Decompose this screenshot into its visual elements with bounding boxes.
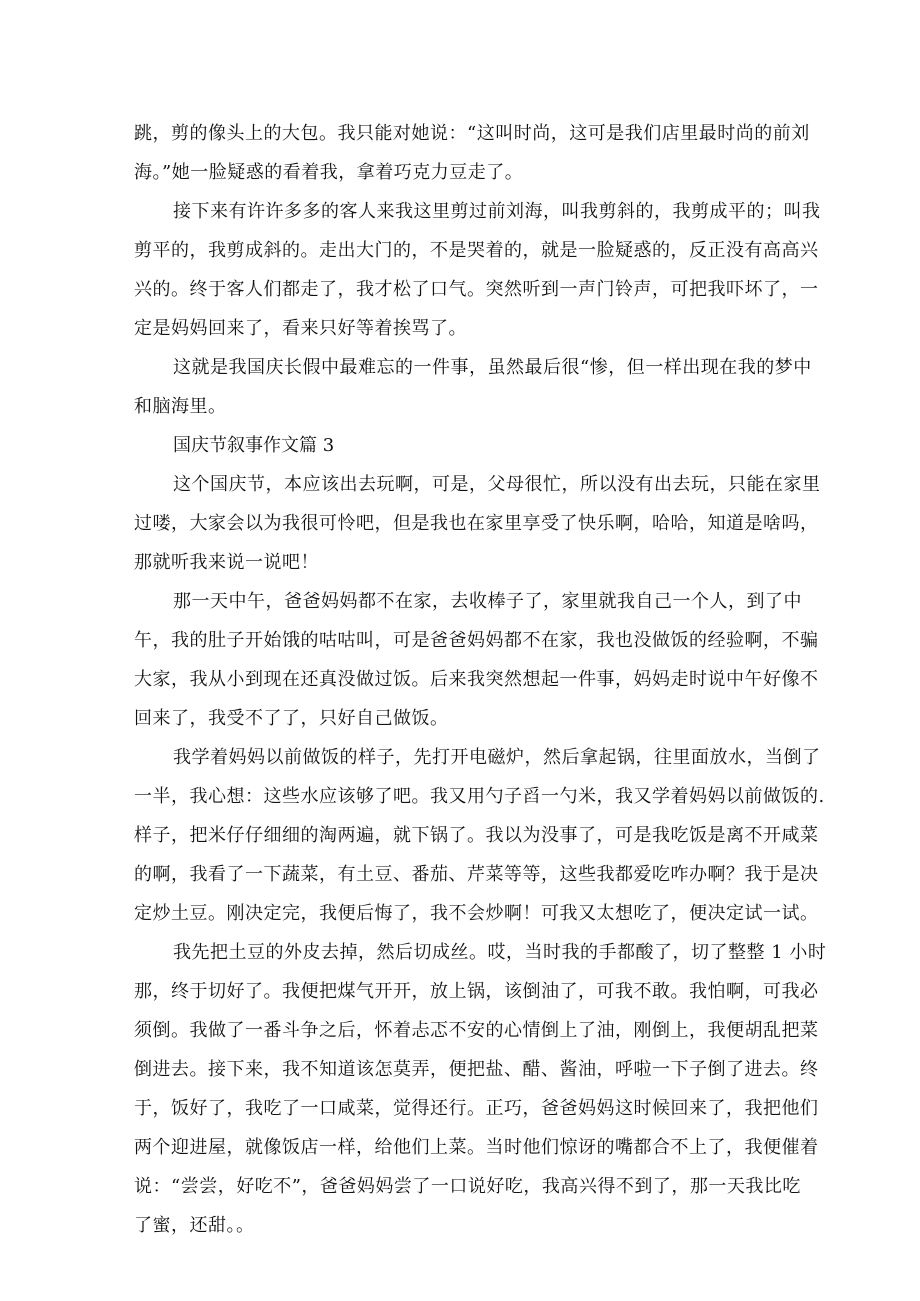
- text-line: 那，终于切好了。我便把煤气开开，放上锅，该倒油了，可我不敢。我怕啊，可我必: [134, 981, 819, 1002]
- paragraph-first-line: 接下来有许许多多的客人来我这里剪过前刘海，叫我剪斜的，我剪成平的；叫我: [173, 201, 821, 222]
- text-line: 说：“尝尝，好吃不”，爸爸妈妈尝了一口说好吃，我高兴得不到了，那一天我比吃: [134, 1176, 801, 1197]
- text-line: 一半，我心想：这些水应该够了吧。我又用勺子舀一勺米，我又学着妈妈以前做饭的.: [134, 786, 825, 807]
- text-line: 须倒。我做了一番斗争之后，怀着忐忑不安的心情倒上了油，刚倒上，我便胡乱把菜: [134, 1020, 819, 1041]
- paragraph-first-line: 我学着妈妈以前做饭的样子，先打开电磁炉，然后拿起锅，往里面放水，当倒了: [173, 747, 821, 768]
- text-line: 定是妈妈回来了，看来只好等着挨骂了。: [134, 318, 467, 339]
- text-line: 定炒土豆。刚决定完，我便后悔了，我不会炒啊！可我又太想吃了，便决定试一试。: [134, 903, 819, 924]
- paragraph-first-line: 那一天中午，爸爸妈妈都不在家，去收棒子了，家里就我自己一个人，到了中: [173, 591, 802, 612]
- text-line: 了蜜，还甜。。: [134, 1215, 255, 1236]
- section-heading: 国庆节叙事作文篇 3: [173, 435, 335, 456]
- text-line: 样子，把米仔仔细细的淘两遍，就下锅了。我以为没事了，可是我吃饭是离不开咸菜: [134, 825, 819, 846]
- text-line: 大家，我从小到现在还真没做过饭。后来我突然想起一件事，妈妈走时说中午好像不: [134, 669, 819, 690]
- text-line: 于，饭好了，我吃了一口咸菜，觉得还行。正巧，爸爸妈妈这时候回来了，我把他们: [134, 1098, 819, 1119]
- text-line: 剪平的，我剪成斜的。走出大门的，不是哭着的，就是一脸疑惑的，反正没有高高兴: [134, 240, 819, 261]
- paragraph-first-line: 我先把土豆的外皮去掉，然后切成丝。哎，当时我的手都酸了，切了整整 1 小时: [173, 942, 827, 963]
- text-line: 海。”她一脸疑惑的看着我，拿着巧克力豆走了。: [134, 162, 524, 183]
- text-line: 兴的。终于客人们都走了，我才松了口气。突然听到一声门铃声，可把我吓坏了，一: [134, 279, 819, 300]
- text-line: 的啊，我看了一下蔬菜，有土豆、番茄、芹菜等等，这些我都爱吃咋办啊？我于是决: [134, 864, 819, 885]
- text-line: 倒进去。接下来，我不知道该怎莫弄，便把盐、醋、酱油，呼啦一下子倒了进去。终: [134, 1059, 819, 1080]
- text-line: 跳，剪的像头上的大包。我只能对她说：“这叫时尚，这可是我们店里最时尚的前刘: [134, 123, 810, 144]
- text-line: 过喽，大家会以为我很可怜吧，但是我也在家里享受了快乐啊，哈哈，知道是啥吗，: [134, 513, 819, 534]
- text-line: 两个迎进屋，就像饭店一样，给他们上菜。当时他们惊讶的嘴都合不上了，我便催着: [134, 1137, 819, 1158]
- document-page: [134, 114, 827, 1245]
- text-line: 那就听我来说一说吧！: [134, 552, 319, 573]
- paragraph-first-line: 这个国庆节，本应该出去玩啊，可是，父母很忙，所以没有出去玩，只能在家里: [173, 474, 821, 495]
- text-line: 午，我的肚子开始饿的咕咕叫，可是爸爸妈妈都不在家，我也没做饭的经验啊，不骗: [134, 630, 819, 651]
- text-line: 和脑海里。: [134, 396, 227, 417]
- text-line: 回来了，我受不了了，只好自己做饭。: [134, 708, 449, 729]
- paragraph-first-line: 这就是我国庆长假中最难忘的一件事，虽然最后很“惨，但一样出现在我的梦中: [173, 357, 812, 378]
